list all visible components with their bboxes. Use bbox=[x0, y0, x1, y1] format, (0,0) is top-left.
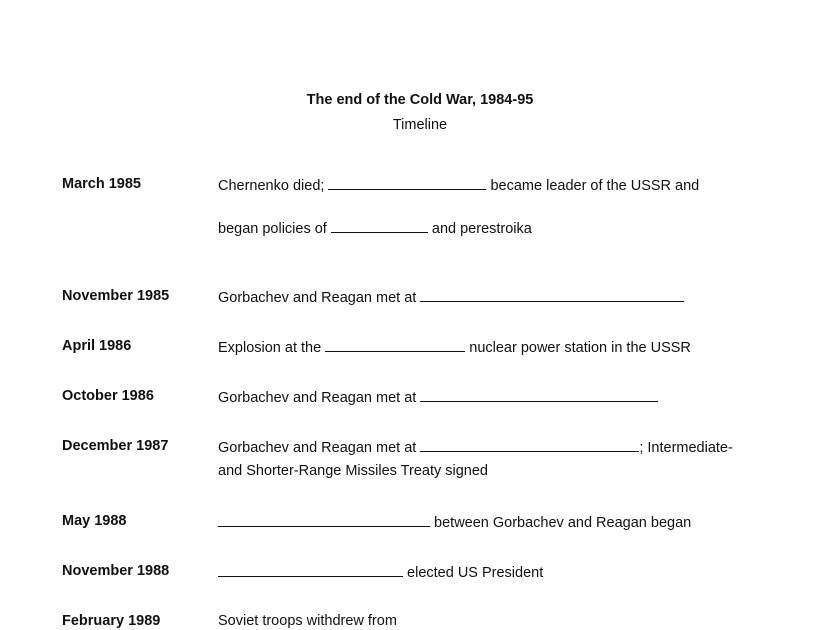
entry-text: ; Intermediate- bbox=[639, 440, 733, 456]
document-title: The end of the Cold War, 1984-95 bbox=[306, 92, 534, 108]
fill-in-blank[interactable] bbox=[218, 513, 430, 527]
entry-text: Explosion at the bbox=[218, 340, 322, 356]
fill-in-blank[interactable] bbox=[331, 219, 428, 233]
fill-in-blank[interactable] bbox=[328, 176, 486, 190]
entry-text: between Gorbachev and Reagan began bbox=[434, 515, 692, 531]
fill-in-blank[interactable] bbox=[218, 563, 403, 577]
document-subtitle: Timeline bbox=[392, 117, 448, 133]
entry-text: Gorbachev and Reagan met at bbox=[218, 440, 417, 456]
entry-date: April 1986 bbox=[62, 338, 132, 354]
entry-date: November 1985 bbox=[62, 288, 170, 304]
entry-text: nuclear power station in the USSR bbox=[469, 340, 691, 356]
fill-in-blank[interactable] bbox=[420, 388, 658, 402]
fill-in-blank[interactable] bbox=[420, 438, 639, 452]
fill-in-blank[interactable] bbox=[325, 338, 465, 352]
entry-text: and perestroika bbox=[431, 221, 532, 237]
fill-in-blank[interactable] bbox=[420, 288, 684, 302]
entry-text: Chernenko died; bbox=[218, 178, 325, 194]
entry-text: Soviet troops withdrew from bbox=[218, 613, 397, 629]
entry-date: March 1985 bbox=[62, 176, 141, 192]
entry-text: became leader of the USSR and bbox=[490, 178, 700, 194]
entry-date: November 1988 bbox=[62, 563, 170, 579]
entry-date: October 1986 bbox=[62, 388, 154, 404]
entry-text: Gorbachev and Reagan met at bbox=[218, 390, 417, 406]
entry-date: December 1987 bbox=[62, 438, 169, 454]
entry-date: May 1988 bbox=[62, 513, 127, 529]
entry-text: began policies of bbox=[218, 221, 327, 237]
entry-text: elected US President bbox=[407, 565, 544, 581]
entry-date: February 1989 bbox=[62, 613, 161, 629]
entry-text: and Shorter-Range Missiles Treaty signed bbox=[218, 463, 488, 479]
entry-text: Gorbachev and Reagan met at bbox=[218, 290, 417, 306]
